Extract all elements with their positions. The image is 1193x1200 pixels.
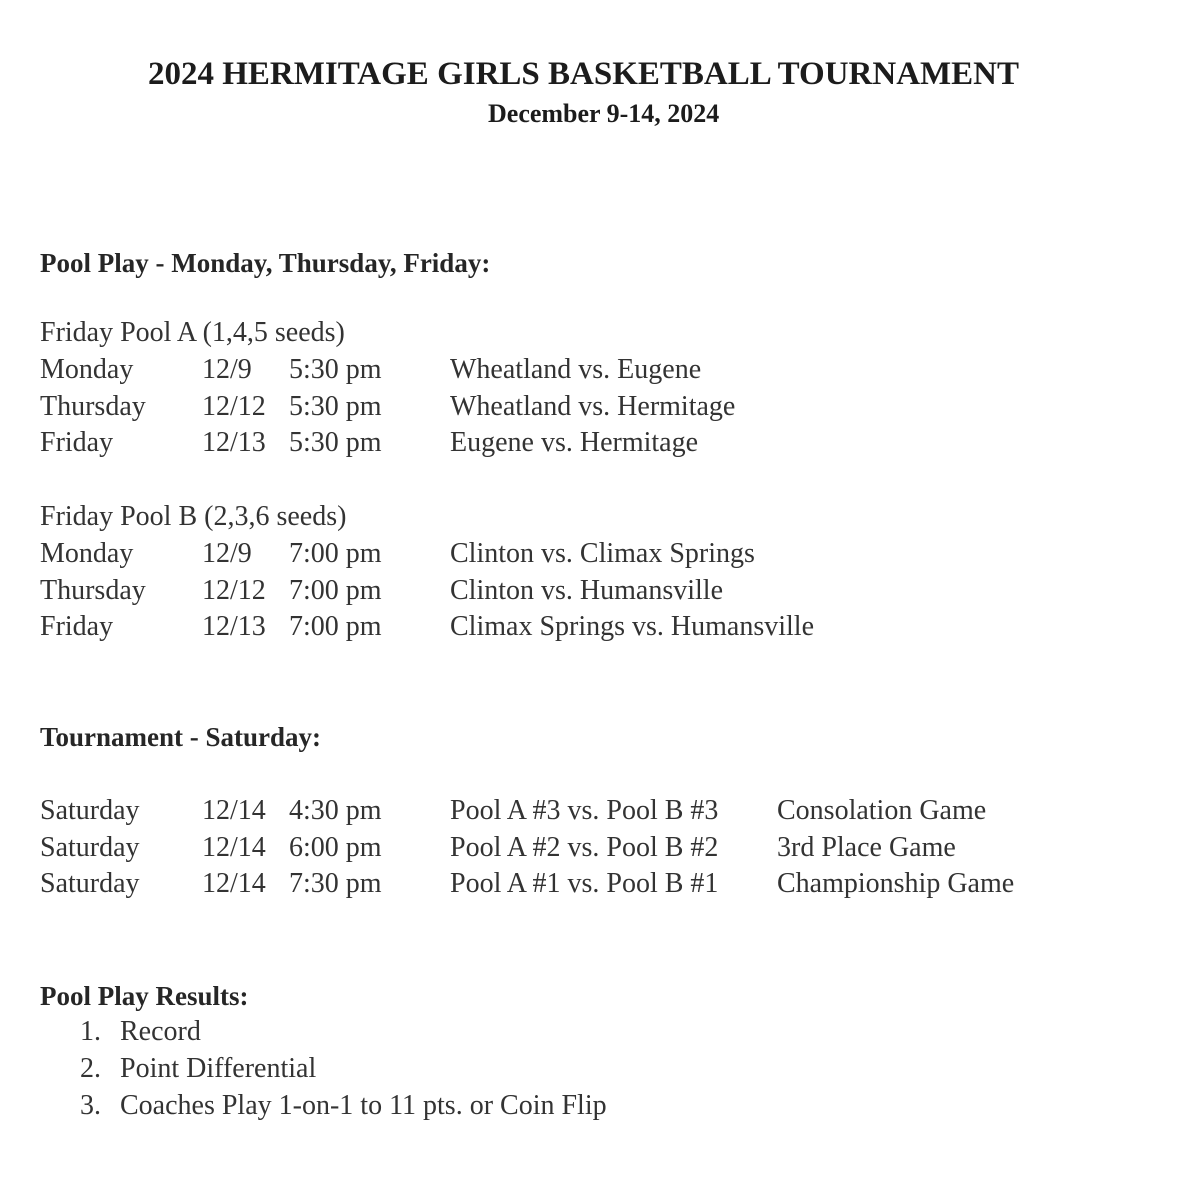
game-day: Thursday [40,391,146,422]
game-matchup: Eugene vs. Hermitage [450,427,699,458]
game-type: Consolation Game [777,795,987,826]
game-date: 12/14 6:00 pm [202,832,382,863]
list-text: Point Differential [120,1053,317,1084]
game-type: Championship Game [777,868,1015,899]
pool-b-game-row [40,611,1160,648]
list-number: 1. [80,1016,101,1047]
pool-b-label: Friday Pool B (2,3,6 seeds) [40,501,347,532]
tournament-heading: Tournament - Saturday: [40,722,322,752]
game-date: 12/13 7:00 pm [202,611,382,642]
pool-b-game-row [40,575,1160,612]
game-date: 12/14 7:30 pm [202,868,382,899]
document-subtitle: December 9-14, 2024 [488,99,720,128]
game-day: Monday [40,538,134,569]
game-day: Friday [40,611,114,642]
game-matchup: Clinton vs. Climax Springs [450,538,755,569]
game-day: Saturday [40,868,140,899]
game-matchup: Wheatland vs. Hermitage [450,391,736,422]
list-number: 2. [80,1053,101,1084]
game-date: 12/13 5:30 pm [202,427,382,458]
game-matchup: Climax Springs vs. Humansville [450,611,814,642]
game-matchup: Wheatland vs. Eugene [450,354,702,385]
pool-a-game-row [40,354,1160,391]
list-text: Coaches Play 1-on-1 to 11 pts. or Coin Flip [120,1090,607,1121]
game-day: Saturday [40,832,140,863]
tournament-game-row [40,795,1160,832]
game-date: 12/12 7:00 pm [202,575,382,606]
tournament-game-row [40,832,1160,869]
game-matchup: Pool A #2 vs. Pool B #2 [450,832,719,863]
game-day: Monday [40,354,134,385]
document-title: 2024 HERMITAGE GIRLS BASKETBALL TOURNAMENT [148,56,1020,92]
pool-a-label: Friday Pool A (1,4,5 seeds) [40,317,345,348]
pool-play-heading: Pool Play - Monday, Thursday, Friday: [40,248,491,278]
game-matchup: Pool A #1 vs. Pool B #1 [450,868,719,899]
pool-b-game-row [40,538,1160,575]
list-text: Record [120,1016,201,1047]
list-number: 3. [80,1090,101,1121]
game-date: 12/12 5:30 pm [202,391,382,422]
tournament-game-row [40,868,1160,905]
game-type: 3rd Place Game [777,832,956,863]
pool-a-game-row [40,391,1160,428]
game-day: Thursday [40,575,146,606]
pool-a-game-row [40,427,1160,464]
game-matchup: Pool A #3 vs. Pool B #3 [450,795,719,826]
game-date: 12/9 7:00 pm [202,538,382,569]
game-date: 12/14 4:30 pm [202,795,382,826]
game-day: Saturday [40,795,140,826]
results-heading: Pool Play Results: [40,981,249,1011]
game-matchup: Clinton vs. Humansville [450,575,723,606]
game-day: Friday [40,427,114,458]
game-date: 12/9 5:30 pm [202,354,382,385]
